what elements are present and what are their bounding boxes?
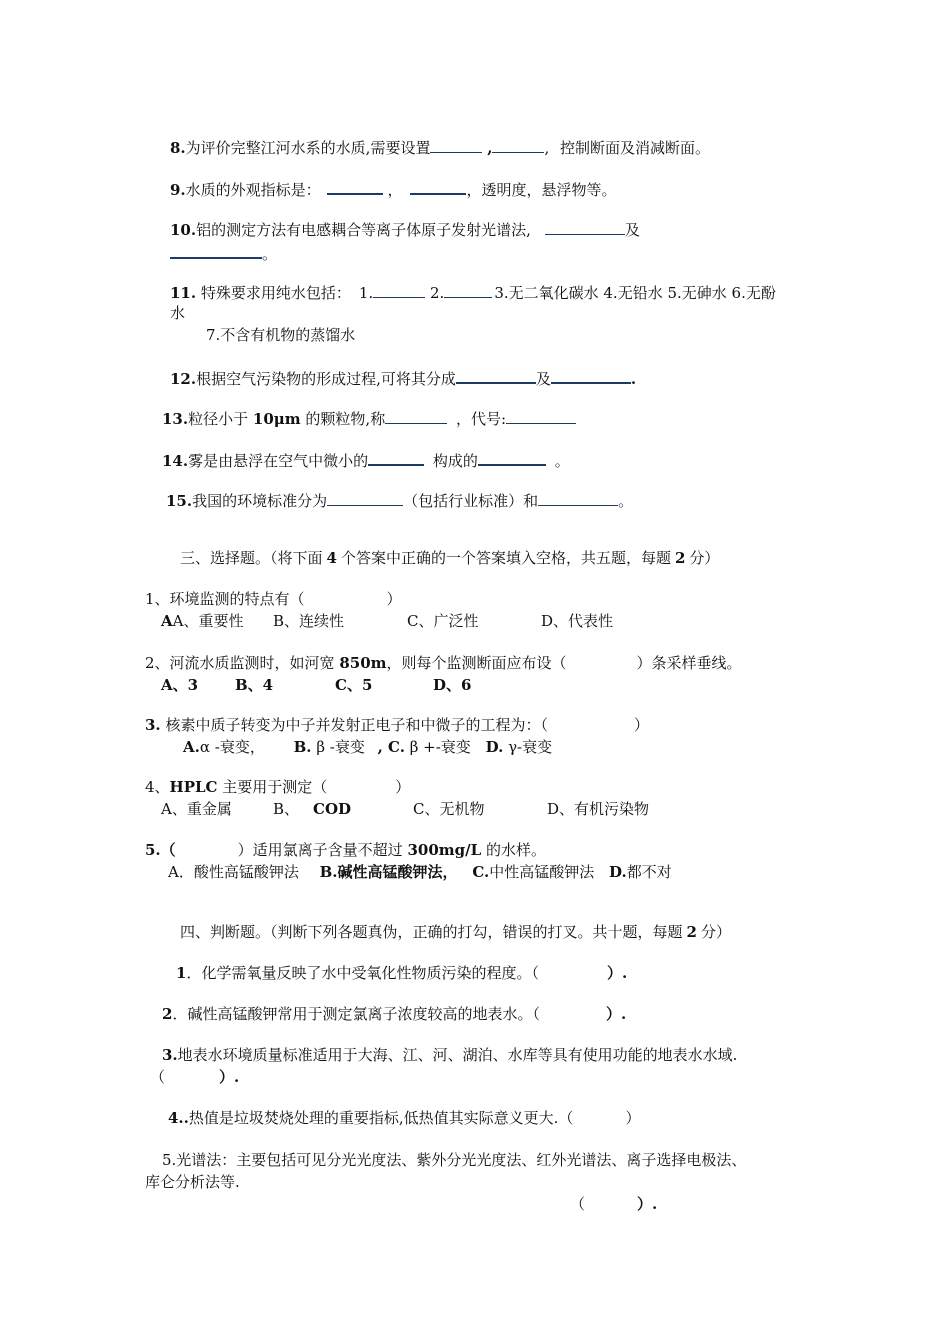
answer-blank[interactable] [456,366,536,384]
mc-question-3: 3. 核素中质子转变为中子并发射正电子和中微子的工程为：（ ） [145,716,649,734]
mc-question-1: 1、环境监测的特点有（ ） [145,590,402,608]
option-d: 都不对 [626,863,672,881]
mc-options-5: A．酸性高锰酸钾法 B.碱性高锰酸钾法， C.中性高锰酸钾法 D.都不对 [168,863,672,881]
question-10-line2: 。 [170,241,277,264]
mc-options-3: A.α -衰变， B. β -衰变 , C. β +-衰变 D. γ-衰变 [183,738,553,756]
judge-question-5-line2: 库仑分析法等. [145,1173,240,1191]
section-3-heading: 三、选择题。（将下面 4 个答案中正确的一个答案填入空格，共五题，每题 2 分） [180,549,720,567]
question-12: 12.根据空气污染物的形成过程,可将其分成 及 . [170,366,636,389]
option-b: B、4 [235,676,274,694]
answer-blank[interactable] [545,218,625,235]
answer-blank[interactable] [430,136,482,153]
option-b: B、 [273,800,300,818]
question-11-line3: 7.不含有机物的蒸馏水 [206,326,356,344]
question-11: 11. 特殊要求用纯水包括： 1. 2. 3.无二氧化碳水 4.无铅水 5.无砷水 6.无酚 [170,281,776,303]
judge-question-2: 2．碱性高锰酸钾常用于测定氯离子浓度较高的地表水。（ ）. [162,1005,627,1023]
option-a: A、重金属 [161,800,232,818]
option-b: B.碱性高锰酸钾法， [319,863,458,881]
answer-blank[interactable] [551,366,631,384]
answer-blank[interactable] [327,177,383,195]
mc-question-5: 5.（ ）适用氯离子含量不超过 300mg/L 的水样。 [145,841,546,859]
option-a: A、重要性 [172,612,244,630]
answer-blank[interactable] [373,281,425,298]
answer-blank[interactable] [368,448,424,466]
answer-blank[interactable] [506,407,576,424]
option-c: 中性高锰酸钾法 [489,863,595,881]
answer-blank[interactable] [444,281,492,298]
answer-blank[interactable] [538,489,618,506]
option-a: α -衰变， [199,738,265,756]
option-c: C、无机物 [413,800,485,818]
option-b: B、连续性 [273,612,345,630]
option-c: C、广泛性 [407,612,479,630]
judge-question-5: 5.光谱法：主要包括可见分光光度法、紫外分光光度法、红外光谱法、离子选择电极法、 [162,1151,747,1169]
section-4-heading: 四、判断题。（判断下列各题真伪，正确的打勾，错误的打叉。共十题，每题 2 分） [180,923,731,941]
question-15: 15.我国的环境标准分为 （包括行业标准）和 。 [166,489,633,511]
option-c: β +-衰变 [409,738,471,756]
question-14: 14.雾是由悬浮在空气中微小的 构成的 。 [162,448,570,471]
option-c: C、5 [335,676,373,694]
answer-blank[interactable] [478,448,546,466]
question-11-wrap: 水 [170,304,186,322]
question-13: 13.粒径小于 10μm 的颗粒物,称 ，代号: [162,407,576,429]
answer-blank[interactable] [170,241,262,259]
question-9: 9.水质的外观指标是： ， ，透明度，悬浮物等。 [170,177,617,200]
question-8: 8.为评价完整江河水系的水质,需要设置 , , 控制断面及消减断面。 [170,136,710,158]
option-a: A．酸性高锰酸钾法 [168,863,299,881]
answer-blank[interactable] [327,489,403,506]
option-b: β -衰变 [316,738,365,756]
answer-blank[interactable] [492,136,544,153]
answer-blank[interactable] [410,177,466,195]
judge-question-3: 3.地表水环境质量标准适用于大海、江、河、湖泊、水库等具有使用功能的地表水水域. [162,1046,738,1064]
answer-blank[interactable] [385,407,447,424]
mc-question-2: 2、河流水质监测时，如河宽 850m，则每个监测断面应布设（ ）条采样垂线。 [145,654,742,672]
option-a: A、3 [161,676,199,694]
mc-options-1: AA、重要性 B、连续性 C、广泛性 D、代表性 [161,612,614,630]
question-10: 10.铝的测定方法有电感耦合等离子体原子发射光谱法, 及 [170,218,640,240]
judge-question-3-line2: （ ）. [150,1068,240,1086]
judge-question-1: 1．化学需氧量反映了水中受氧化性物质污染的程度。（ ）. [176,964,628,982]
option-d: D、6 [433,676,472,694]
option-d: γ-衰变 [508,738,553,756]
mc-question-4: 4、HPLC 主要用于测定（ ） [145,778,411,796]
mc-options-4: A、重金属 B、 COD C、无机物 D、有机污染物 [161,800,650,818]
judge-question-4: 4..热值是垃圾焚烧处理的重要指标,低热值其实际意义更大.（ ） [168,1109,641,1127]
mc-options-2 [161,675,471,695]
option-d: D、有机污染物 [547,800,650,818]
option-d: D、代表性 [541,612,614,630]
judge-question-5-line3: （ ）. [570,1195,658,1213]
